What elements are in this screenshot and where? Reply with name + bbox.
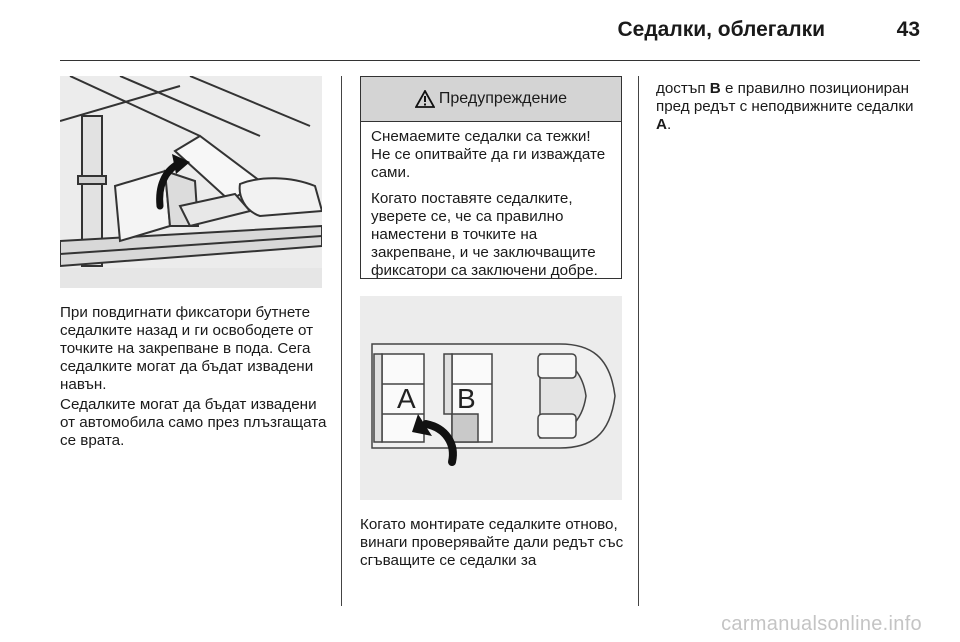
- warning-body: [361, 122, 621, 280]
- col2-paragraph: Когато монтирате седалките отново, винаги проверявайте дали редът със сгъващите се седалки за: [360, 516, 624, 569]
- seat-layout-diagram: [360, 296, 622, 500]
- seat-row-b-label: B: [457, 383, 476, 414]
- col1-paragraph-1: При повдигнати фиксатори бутнете седалките назад и ги освободете от точките на закрепване в пода. Сега седалките могат да бъдат извадени навън.: [60, 304, 314, 393]
- col1-paragraph-2: Седалките могат да бъдат извадени от автомобила само през плъзгащата се врата.: [60, 396, 327, 449]
- column-divider-right: [638, 76, 639, 606]
- col3-paragraph: достъп B е правилно позициониран пред редът с неподвижните седалки A.: [656, 80, 914, 133]
- page-header-title: Седалки, облегалки: [617, 18, 825, 41]
- seat-a-ref: A: [656, 116, 667, 133]
- warning-header: [361, 77, 621, 122]
- page-number: 43: [896, 18, 920, 41]
- warning-triangle-icon: [415, 90, 435, 108]
- warning-box: [360, 76, 622, 279]
- seat-b-ref: B: [709, 80, 721, 97]
- header-rule: [60, 60, 920, 61]
- column-divider-left: [341, 76, 342, 606]
- warning-paragraph-2: Когато поставяте седалките, уверете се, че са правилно наместени в точките на закрепване, и че заключващите фиксатори са заключени добре.: [371, 190, 598, 279]
- watermark: carmanualsonline.info: [721, 613, 922, 635]
- warning-title: Предупреждение: [438, 90, 568, 107]
- warning-paragraph-1: Снемаемите седалки са тежки! Не се опитвайте да ги изваждате сами.: [371, 128, 606, 181]
- seat-row-a-label: A: [397, 383, 416, 414]
- seat-latch-illustration: [60, 76, 322, 288]
